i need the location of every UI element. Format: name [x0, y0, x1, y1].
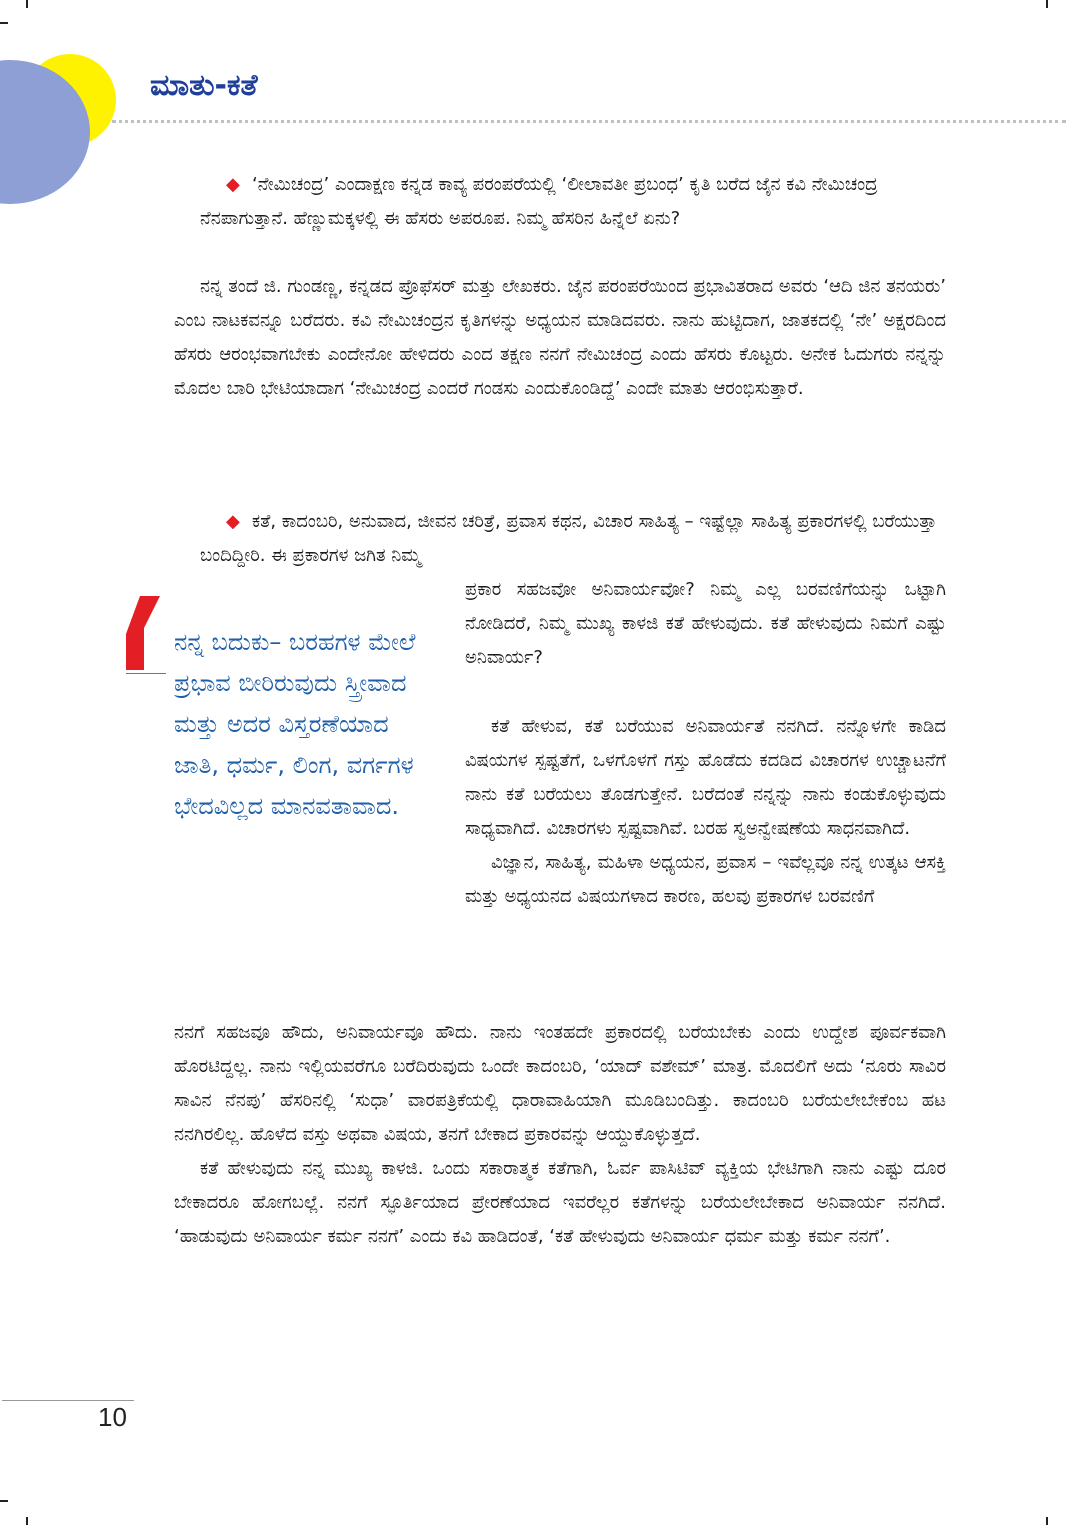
pull-quote: ನನ್ನ ಬದುಕು– ಬರಹಗಳ ಮೇಲೆ ಪ್ರಭಾವ ಬೀರಿರುವುದು ಸ್ತ್ರೀವಾದ ಮತ್ತು ಅದರ ವಿಸ್ತರಣೆಯಾದ ಜಾತಿ, ಧರ್ಮ, ಲಿಂಗ, ವರ್ಗಗಳ ಭೇದವಿಲ್ಲದ ಮಾನವತಾವಾದ.	[174, 628, 416, 820]
question-1	[174, 168, 946, 236]
question-2-text-part-1: ಕತೆ, ಕಾದಂಬರಿ, ಅನುವಾದ, ಜೀವನ ಚರಿತ್ರೆ, ಪ್ರವಾಸ ಕಥನ, ವಿಚಾರ ಸಾಹಿತ್ಯ – ಇಷ್ಟೆಲ್ಲಾ ಸಾಹಿತ್ಯ ಪ್ರಕಾರಗಳಲ್ಲಿ ಬರೆಯುತ್ತಾ ಬಂದಿದ್ದೀರಿ. ಈ ಪ್ರಕಾರಗಳ ಜಗಿತ ನಿಮ್ಮ	[200, 511, 937, 566]
answer-2-paragraph-1: ಕತೆ ಹೇಳುವ, ಕತೆ ಬರೆಯುವ ಅನಿವಾರ್ಯತೆ ನನಗಿದೆ. ನನ್ನೊಳಗೇ ಕಾಡಿದ ವಿಷಯಗಳ ಸ್ಪಷ್ಟತೆಗೆ, ಒಳಗೊಳಗೆ ಗಸ್ತು ಹೊಡೆದು ಕದಡಿದ ವಿಚಾರಗಳ ಉಚ್ಚಾಟನೆಗೆ ನಾನು ಕತೆ ಬರೆಯಲು ತೊಡಗುತ್ತೇನೆ. ಬರೆದಂತೆ ನನ್ನನ್ನು ನಾನು ಕಂಡುಕೊಳ್ಳುವುದು ಸಾಧ್ಯವಾಗಿದೆ. ವಿಚಾರಗಳು ಸ್ಪಷ್ಟವಾಗಿವೆ. ಬರಹ ಸ್ವಅನ್ವೇಷಣೆಯ ಸಾಧನವಾಗಿದೆ.	[465, 716, 946, 839]
crop-mark-top-right	[1046, 0, 1048, 8]
answer-2-column	[465, 710, 946, 914]
answer-2-paragraph-2-continued: ನನಗೆ ಸಹಜವೂ ಹೌದು, ಅನಿವಾರ್ಯವೂ ಹೌದು. ನಾನು ಇಂತಹದೇ ಪ್ರಕಾರದಲ್ಲಿ ಬರೆಯಬೇಕು ಎಂದು ಉದ್ದೇಶ ಪೂರ್ವಕವಾಗಿ ಹೊರಟಿದ್ದಲ್ಲ. ನಾನು ಇಲ್ಲಿಯವರೆಗೂ ಬರೆದಿರುವುದು ಒಂದೇ ಕಾದಂಬರಿ, ‘ಯಾದ್ ವಶೇಮ್’ ಮಾತ್ರ. ಮೊದಲಿಗೆ ಅದು ‘ನೂರು ಸಾವಿರ ಸಾವಿನ ನೆನಪು’ ಹೆಸರಿನಲ್ಲಿ ‘ಸುಧಾ’ ವಾರಪತ್ರಿಕೆಯಲ್ಲಿ ಧಾರಾವಾಹಿಯಾಗಿ ಮೂಡಿಬಂದಿತ್ತು. ಕಾದಂಬರಿ ಬರೆಯಲೇಬೇಕೆಂಬ ಹಟ ನನಗಿರಲಿಲ್ಲ. ಹೊಳೆದ ವಸ್ತು ಅಥವಾ ವಿಷಯ, ತನಗೆ ಬೇಕಾದ ಪ್ರಕಾರವನ್ನು ಆಯ್ದುಕೊಳ್ಳುತ್ತದೆ.	[174, 1022, 946, 1145]
section-title: ಮಾತು-ಕತೆ	[150, 68, 258, 103]
crop-mark-bottom-right	[1046, 1517, 1048, 1525]
answer-1	[174, 270, 946, 406]
answer-2-paragraph-2: ವಿಜ್ಞಾನ, ಸಾಹಿತ್ಯ, ಮಹಿಳಾ ಅಧ್ಯಯನ, ಪ್ರವಾಸ – ಇವೆಲ್ಲವೂ ನನ್ನ ಉತ್ಕಟ ಆಸಕ್ತಿ ಮತ್ತು ಅಧ್ಯಯನದ ವಿಷಯಗಳಾದ ಕಾರಣ, ಹಲವು ಪ್ರಕಾರಗಳ ಬರವಣಿಗೆ	[465, 852, 946, 907]
question-2-continued	[465, 573, 946, 675]
crop-mark-top-center	[26, 0, 28, 8]
crop-mark-bottom-center	[26, 1517, 28, 1525]
question-1-text: ‘ನೇಮಿಚಂದ್ರ’ ಎಂದಾಕ್ಷಣ ಕನ್ನಡ ಕಾವ್ಯ ಪರಂಪರೆಯಲ್ಲಿ ‘ಲೀಲಾವತೀ ಪ್ರಬಂಧ’ ಕೃತಿ ಬರೆದ ಜೈನ ಕವಿ ನೇಮಿಚಂದ್ರ ನೆನಪಾಗುತ್ತಾನೆ. ಹೆಣ್ಣುಮಕ್ಕಳಲ್ಲಿ ಈ ಹೆಸರು ಅಪರೂಪ. ನಿಮ್ಮ ಹೆಸರಿನ ಹಿನ್ನೆಲೆ ಏನು?	[200, 174, 878, 229]
question-2	[174, 505, 946, 573]
footer-rule	[2, 1400, 134, 1401]
question-2-text-part-2: ಪ್ರಕಾರ ಸಹಜವೋ ಅನಿವಾರ್ಯವೋ? ನಿಮ್ಮ ಎಲ್ಲ ಬರವಣಿಗೆಯನ್ನು ಒಟ್ಟಾಗಿ ನೋಡಿದರೆ, ನಿಮ್ಮ ಮುಖ್ಯ ಕಾಳಜಿ ಕತೆ ಹೇಳುವುದು. ಕತೆ ಹೇಳುವುದು ನಿಮಗೆ ಎಷ್ಟು ಅನಿವಾರ್ಯ?	[465, 579, 946, 668]
answer-2-continued	[174, 1016, 946, 1254]
quote-mark-icon	[126, 594, 166, 670]
page-number: 10	[98, 1402, 127, 1432]
answer-2-paragraph-3: ಕತೆ ಹೇಳುವುದು ನನ್ನ ಮುಖ್ಯ ಕಾಳಜಿ. ಒಂದು ಸಕಾರಾತ್ಮಕ ಕತೆಗಾಗಿ, ಓರ್ವ ಪಾಸಿಟಿವ್ ವ್ಯಕ್ತಿಯ ಭೇಟಿಗಾಗಿ ನಾನು ಎಷ್ಟು ದೂರ ಬೇಕಾದರೂ ಹೋಗಬಲ್ಲೆ. ನನಗೆ ಸ್ಫೂರ್ತಿಯಾದ ಪ್ರೇರಣೆಯಾದ ಇವರೆಲ್ಲರ ಕತೆಗಳನ್ನು ಬರೆಯಲೇಬೇಕಾದ ಅನಿವಾರ್ಯ ನನಗಿದೆ. ‘ಹಾಡುವುದು ಅನಿವಾರ್ಯ ಕರ್ಮ ನನಗೆ’ ಎಂದು ಕವಿ ಹಾಡಿದಂತೆ, ‘ಕತೆ ಹೇಳುವುದು ಅನಿವಾರ್ಯ ಧರ್ಮ ಮತ್ತು ಕರ್ಮ ನನಗೆ’.	[174, 1158, 946, 1247]
crop-mark-bottom-left	[0, 1500, 8, 1502]
diamond-bullet-icon: ◆	[226, 511, 240, 532]
diamond-bullet-icon: ◆	[226, 174, 240, 195]
header-dotted-rule	[112, 120, 1066, 123]
crop-mark-top-left	[0, 22, 8, 24]
pull-quote-rule	[126, 673, 166, 674]
answer-1-paragraph: ನನ್ನ ತಂದೆ ಜಿ. ಗುಂಡಣ್ಣ, ಕನ್ನಡದ ಪ್ರೊಫೆಸರ್ ಮತ್ತು ಲೇಖಕರು. ಜೈನ ಪರಂಪರೆಯಿಂದ ಪ್ರಭಾವಿತರಾದ ಅವರು ‘ಆದಿ ಜಿನ ತನಯರು’ ಎಂಬ ನಾಟಕವನ್ನೂ ಬರೆದರು. ಕವಿ ನೇಮಿಚಂದ್ರನ ಕೃತಿಗಳನ್ನು ಅಧ್ಯಯನ ಮಾಡಿದವರು. ನಾನು ಹುಟ್ಟಿದಾಗ, ಜಾತಕದಲ್ಲಿ ‘ನೇ’ ಅಕ್ಷರದಿಂದ ಹೆಸರು ಆರಂಭವಾಗಬೇಕು ಎಂದೇನೋ ಹೇಳಿದರು ಎಂದ ತಕ್ಷಣ ನನಗೆ ನೇಮಿಚಂದ್ರ ಎಂದು ಹೆಸರು ಕೊಟ್ಟರು. ಅನೇಕ ಓದುಗರು ನನ್ನನ್ನು ಮೊದಲ ಬಾರಿ ಭೇಟಿಯಾದಾಗ ‘ನೇಮಿಚಂದ್ರ ಎಂದರೆ ಗಂಡಸು ಎಂದುಕೊಂಡಿದ್ದೆ’ ಎಂದೇ ಮಾತು ಆರಂಭಿಸುತ್ತಾರೆ.	[174, 276, 946, 399]
